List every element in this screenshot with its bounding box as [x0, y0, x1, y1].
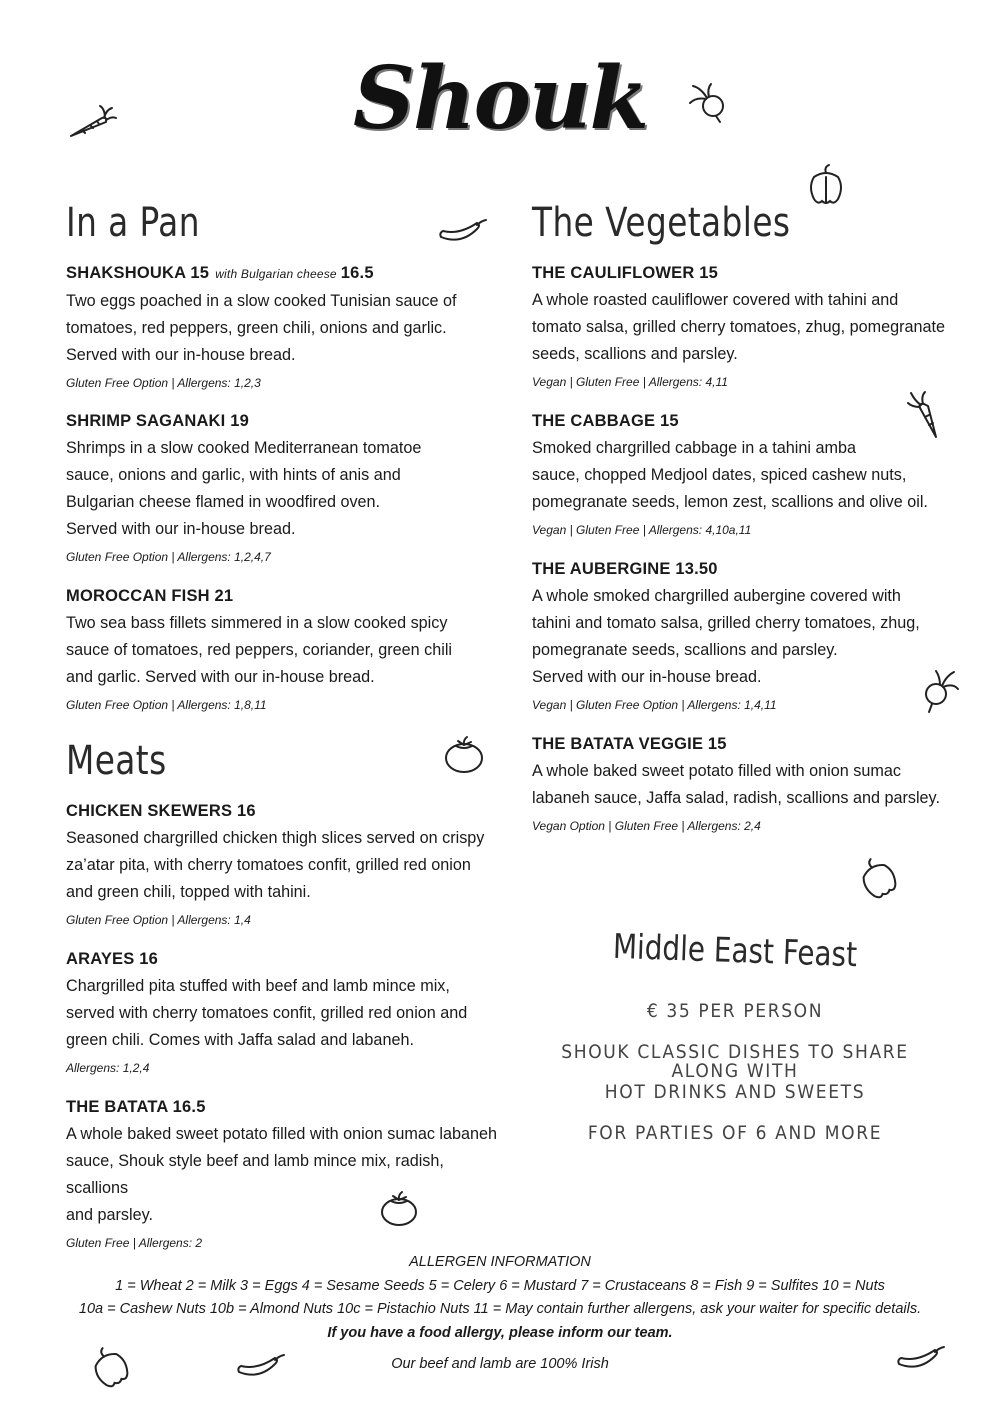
section-title-vegetables: The Vegetables	[532, 200, 791, 246]
item-title: THE CABBAGE 15	[532, 412, 679, 430]
item-description: Seasoned chargrilled chicken thigh slices served on crispy za’atar pita, with cherry tomatoes confit, grilled red onion and green chili, topped with tahini.	[66, 829, 485, 901]
menu-item-chicken-skewers	[66, 798, 506, 930]
item-description: Shrimps in a slow cooked Mediterranean tomatoe sauce, onions and garlic, with hints of anis and Bulgarian cheese flamed in woodfired oven. Served with our in-house bread.	[66, 439, 422, 538]
allergen-list-line-2: 10a = Cashew Nuts 10b = Almond Nuts 10c = Pistachio Nuts 11 = May contain further allergens, ask your waiter for specific details.	[78, 1301, 922, 1317]
feast-line: HOT DRINKS AND SWEETS	[604, 1081, 866, 1103]
bell-pepper-icon	[88, 1345, 132, 1389]
shouk-logo: Shouk	[352, 48, 648, 149]
item-title: CHICKEN SKEWERS 16	[66, 802, 256, 820]
chili-pepper-icon	[896, 1342, 946, 1372]
menu-item-batata-veggie	[532, 731, 972, 836]
feast-title: Middle East Feast	[612, 926, 858, 976]
item-allergen-info: Allergens: 1,2,4	[66, 1061, 150, 1075]
item-allergen-info: Vegan | Gluten Free | Allergens: 4,10a,11	[532, 523, 752, 537]
item-title: SHRIMP SAGANAKI 19	[66, 412, 249, 430]
item-allergen-info: Vegan | Gluten Free | Allergens: 4,11	[532, 375, 728, 389]
item-note-price: 16.5	[340, 264, 374, 282]
item-allergen-info: Gluten Free Option | Allergens: 1,8,11	[66, 698, 267, 712]
item-allergen-info: Gluten Free Option | Allergens: 1,2,4,7	[66, 550, 271, 564]
item-allergen-info: Vegan Option | Gluten Free | Allergens: 2,4	[532, 819, 761, 833]
item-allergen-info: Gluten Free Option | Allergens: 1,2,3	[66, 376, 261, 390]
menu-item-shrimp-saganaki	[66, 408, 506, 567]
item-title: THE BATATA VEGGIE 15	[532, 735, 727, 753]
meat-origin-note: Our beef and lamb are 100% Irish	[391, 1356, 609, 1372]
menu-item-cauliflower	[532, 260, 972, 392]
item-title: THE CAULIFLOWER 15	[532, 264, 719, 282]
item-description: A whole baked sweet potato filled with onion sumac labaneh sauce, Shouk style beef and lamb mince mix, radish, scallions and parsley.	[66, 1125, 498, 1224]
chili-pepper-icon	[236, 1350, 286, 1380]
chili-pepper-icon	[438, 215, 488, 245]
item-description: A whole roasted cauliflower covered with tahini and tomato salsa, grilled cherry tomatoes, zhug, pomegranate seeds, scallions and parsley.	[532, 291, 945, 363]
carrot-icon	[906, 390, 942, 440]
item-description: A whole smoked chargrilled aubergine covered with tahini and tomato salsa, grilled cherry tomatoes, zhug, pomegranate seeds, scallions and parsley. Served with our in-house bread.	[532, 587, 920, 686]
bell-pepper-icon	[806, 163, 846, 207]
item-description: Smoked chargrilled cabbage in a tahini amba sauce, chopped Medjool dates, spiced cashew nuts, pomegranate seeds, lemon zest, scallions and olive oil.	[532, 439, 928, 511]
item-title: SHAKSHOUKA 15	[66, 264, 210, 282]
item-description: Two eggs poached in a slow cooked Tunisian sauce of tomatoes, red peppers, green chili, onions and garlic. Served with our in-house bread.	[66, 292, 457, 364]
feast-line: FOR PARTIES OF 6 AND MORE	[587, 1122, 883, 1144]
tomato-icon	[442, 735, 486, 775]
bell-pepper-icon	[856, 856, 900, 900]
menu-item-moroccan-fish	[66, 583, 506, 715]
menu-item-arayes	[66, 946, 506, 1078]
beetroot-icon	[918, 668, 960, 714]
allergen-heading: ALLERGEN INFORMATION	[409, 1254, 591, 1270]
item-allergen-info: Vegan | Gluten Free Option | Allergens: 1,4,11	[532, 698, 777, 712]
carrot-icon	[68, 104, 118, 140]
allergen-list-line-1: 1 = Wheat 2 = Milk 3 = Eggs 4 = Sesame Seeds 5 = Celery 6 = Mustard 7 = Crustaceans 8 = Fish 9 = Sulfites 10 = Nuts	[115, 1278, 885, 1294]
beetroot-icon	[688, 82, 730, 124]
section-title-in-a-pan: In a Pan	[66, 200, 200, 246]
item-note: with Bulgarian cheese	[215, 267, 337, 281]
menu-item-aubergine	[532, 556, 972, 715]
item-allergen-info: Gluten Free | Allergens: 2	[66, 1236, 203, 1250]
item-description: A whole baked sweet potato filled with onion sumac labaneh sauce, Jaffa salad, radish, scallions and parsley.	[532, 762, 940, 807]
item-title: ARAYES 16	[66, 950, 158, 968]
feast-line: SHOUK CLASSIC DISHES TO SHARE ALONG WITH	[561, 1041, 909, 1082]
item-title: THE BATATA 16.5	[66, 1098, 206, 1116]
item-allergen-info: Gluten Free Option | Allergens: 1,4	[66, 913, 251, 927]
allergy-notice: If you have a food allergy, please inform our team.	[327, 1325, 673, 1341]
tomato-icon	[378, 1190, 420, 1228]
section-title-meats: Meats	[66, 738, 167, 784]
item-description: Two sea bass fillets simmered in a slow cooked spicy sauce of tomatoes, red peppers, coriander, green chili and garlic. Served with our in-house bread.	[66, 614, 453, 686]
menu-item-shakshouka	[66, 260, 506, 393]
menu-item-the-batata	[66, 1094, 506, 1253]
feast-price: € 35 PER PERSON	[646, 1000, 824, 1022]
item-title: THE AUBERGINE 13.50	[532, 560, 718, 578]
item-title: MOROCCAN FISH 21	[66, 587, 234, 605]
item-description: Chargrilled pita stuffed with beef and lamb mince mix, served with cherry tomatoes confit, grilled red onion and green chili. Comes with Jaffa salad and labaneh.	[66, 977, 468, 1049]
